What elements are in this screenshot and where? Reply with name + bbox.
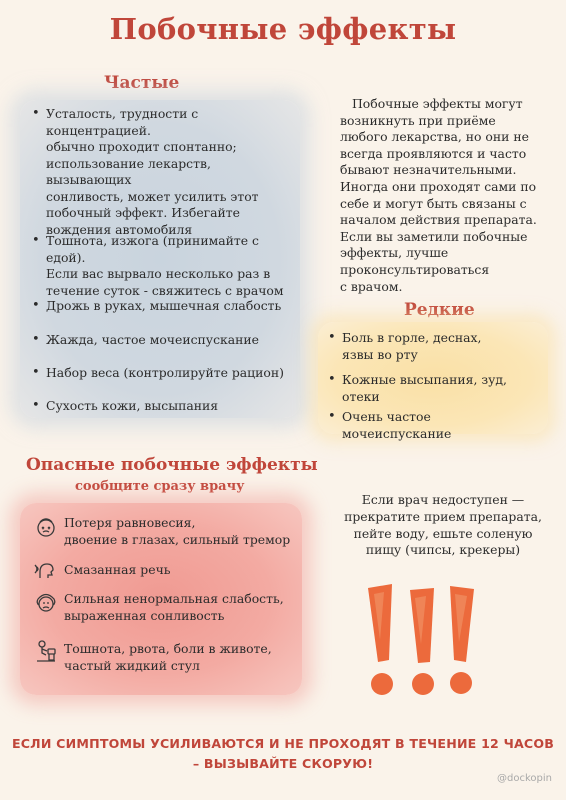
list-item: • Кожные высыпания, зуд, отеки — [328, 372, 507, 405]
intro-paragraph: Побочные эффекты могут возникнуть при приёме любого лекарства, но они не всегда проявляются и часто бывают незначительными. Иногда они проходят сами по себе и могут быть связаны с началом действия препарата. Если вы заметили побочные эффекты, лучше проконсультироваться с врачом. — [340, 96, 537, 294]
list-item — [34, 515, 294, 549]
weakness-face-icon — [34, 591, 58, 615]
emergency-warning: ЕСЛИ СИМПТОМЫ УСИЛИВАЮТСЯ И НЕ ПРОХОДЯТ В ТЕЧЕНИЕ 12 ЧАСОВ – ВЫЗЫВАЙТЕ СКОРУЮ! — [11, 736, 555, 771]
danger-item-text: Тошнота, рвота, боли в животе, частый жидкий стул — [64, 641, 272, 673]
doctor-note: Если врач недоступен — прекратите прием препарата, пейте воду, ешьте соленую пищу (чипсы, крекеры) — [344, 492, 542, 558]
list-item: • Тошнота, изжога (принимайте с едой). Если вас вырвало несколько раз в течение суток - свяжитесь с врачом — [32, 233, 294, 299]
triple-exclamation-icon — [360, 580, 480, 705]
list-item: • Жажда, частое мочеиспускание — [32, 332, 259, 349]
common-effects-box — [20, 100, 300, 418]
danger-effects-box — [20, 503, 302, 695]
list-item — [34, 639, 294, 673]
list-item: • Боль в горле, деснах, язвы во рту — [328, 330, 481, 363]
rare-heading: Редкие — [404, 300, 475, 320]
page-title: Побочные эффекты — [109, 12, 457, 46]
list-item: • Дрожь в руках, мышечная слабость — [32, 298, 281, 315]
common-heading: Частые — [104, 73, 180, 93]
list-item: • Очень частое мочеиспускание — [328, 409, 543, 442]
rare-effects-box — [318, 322, 548, 441]
danger-item-text: Потеря равновесия, двоение в глазах, сильный тремор — [64, 515, 291, 547]
danger-subheading: сообщите сразу врачу — [75, 479, 245, 494]
vomiting-toilet-icon — [34, 639, 58, 663]
author-handle: @dockopin — [497, 773, 552, 784]
list-item — [34, 558, 294, 582]
danger-item-text: Сильная ненормальная слабость, выраженная сонливость — [64, 591, 284, 623]
dizzy-face-icon — [34, 515, 58, 539]
danger-heading: Опасные побочные эффекты — [26, 455, 318, 475]
list-item: • Сухость кожи, высыпания — [32, 398, 218, 415]
danger-item-text: Смазанная речь — [64, 562, 171, 577]
list-item: • Набор веса (контролируйте рацион) — [32, 365, 284, 382]
list-item: • Усталость, трудности с концентрацией. обычно проходит спонтанно; использование лекарств, вызывающих сонливость, может усилить этот побочный эффект. Избегайте вождения автомобиля — [32, 106, 294, 238]
slurred-speech-icon — [34, 558, 58, 582]
list-item — [34, 591, 294, 625]
